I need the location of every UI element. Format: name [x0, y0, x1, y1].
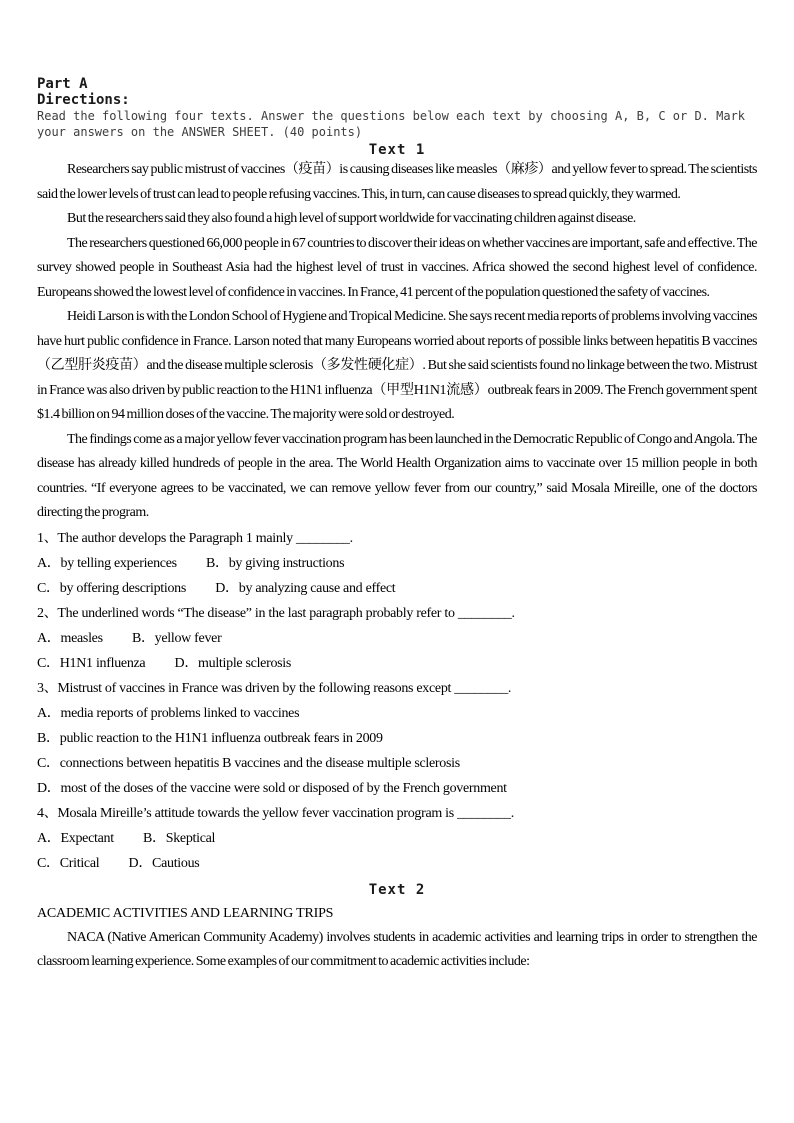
question-stem: 4、Mosala Mireille’s attitude towards the yellow fever vaccination program is ________.	[37, 805, 514, 821]
question-option: B．by giving instructions	[205, 555, 345, 571]
option-row	[37, 776, 757, 801]
option-row	[37, 851, 757, 876]
question-option: C．connections between hepatitis B vaccines and the disease multiple sclerosis	[37, 755, 460, 771]
question-option: B．public reaction to the H1N1 influenza outbreak fears in 2009	[37, 730, 383, 746]
question-option: B．Skeptical	[143, 830, 216, 846]
text2-passage	[37, 926, 757, 975]
option-row	[37, 551, 757, 576]
question-option: A．Expectant	[37, 830, 114, 846]
passage-paragraph: Heidi Larson is with the London School of Hygiene and Tropical Medicine. She says recent media reports of problems involving vaccines have hurt public confidence in France. Larson noted that many Europeans worried about reports of possible links between hepatitis B vaccines（乙型肝炎疫苗）and the disease multiple sclerosis（多发性硬化症）. But she said scientists found no linkage between the two. Mistrust in France was also driven by public reaction to the H1N1 influenza（甲型H1N1流感）outbreak fears in 2009. The French government spent $1.4 billion on 94 million doses of the vaccine. The majority were sold or destroyed.	[37, 309, 757, 422]
passage-paragraph: NACA (Native American Community Academy) involves students in academic activities and learning trips in order to strengthen the classroom learning experience. Some examples of our commitment to academic activities include:	[37, 929, 757, 969]
question-stem: 2、The underlined words “The disease” in the last paragraph probably refer to ________.	[37, 605, 515, 621]
passage-paragraph: The researchers questioned 66,000 people in 67 countries to discover their ideas on whether vaccines are important, safe and effective. The survey showed people in Southeast Asia had the highest level of trust in vaccines. Africa showed the second highest level of confidence. Europeans showed the lowest level of confidence in vaccines. In France, 41 percent of the population questioned the safety of vaccines.	[37, 235, 757, 300]
option-row	[37, 651, 757, 676]
directions-line: Read the following four texts. Answer the questions below each text by choosing A, B, C or D. Mark	[37, 109, 746, 123]
text2-title: ACADEMIC ACTIVITIES AND LEARNING TRIPS	[37, 905, 334, 921]
question-option: A．measles	[37, 630, 103, 646]
question-option: A．by telling experiences	[37, 555, 177, 571]
question-option: B．yellow fever	[131, 630, 222, 646]
option-row	[37, 576, 757, 601]
passage-paragraph: The findings come as a major yellow fever vaccination program has been launched in the Democratic Republic of Congo and Angola. The disease has already killed hundreds of people in the area. The World Health Organization aims to vaccinate over 15 million people in both countries. “If everyone agrees to be vaccinated, we can remove yellow fever from our country,” said Mosala Mireille, one of the doctors directing the program.	[37, 431, 757, 520]
option-row	[37, 726, 757, 751]
question-option: C．H1N1 influenza	[37, 655, 146, 671]
question-option: D．most of the doses of the vaccine were sold or disposed of by the French government	[37, 780, 507, 796]
question-option: A．media reports of problems linked to vaccines	[37, 705, 300, 721]
text1-questions	[37, 526, 757, 876]
page-content	[37, 76, 757, 975]
question-stem: 1、The author develops the Paragraph 1 mainly ________.	[37, 530, 353, 546]
question-option: C．by offering descriptions	[37, 580, 187, 596]
text1-heading: Text 1	[368, 142, 426, 158]
option-row	[37, 701, 757, 726]
part-heading: Part A	[37, 76, 88, 92]
text2-heading: Text 2	[368, 881, 426, 898]
directions-heading: Directions:	[37, 92, 130, 108]
passage-paragraph: But the researchers said they also found a high level of support worldwide for vaccinating children against disease.	[67, 211, 636, 226]
option-row	[37, 626, 757, 651]
option-row	[37, 826, 757, 851]
directions-line: your answers on the ANSWER SHEET. (40 points)	[37, 125, 363, 139]
option-row	[37, 751, 757, 776]
question-stem: 3、Mistrust of vaccines in France was driven by the following reasons except ________.	[37, 680, 512, 696]
question-option: C．Critical	[37, 855, 100, 871]
text1-passage	[37, 158, 757, 526]
question-option: D．multiple sclerosis	[174, 655, 292, 671]
passage-paragraph: Researchers say public mistrust of vaccines（疫苗）is causing diseases like measles（麻疹）and yellow fever to spread. The scientists said the lower levels of trust can lead to people refusing vaccines. This, in turn, can cause diseases to spread quickly, they warmed.	[37, 162, 757, 202]
question-option: D．Cautious	[128, 855, 200, 871]
question-option: D．by analyzing cause and effect	[215, 580, 396, 596]
